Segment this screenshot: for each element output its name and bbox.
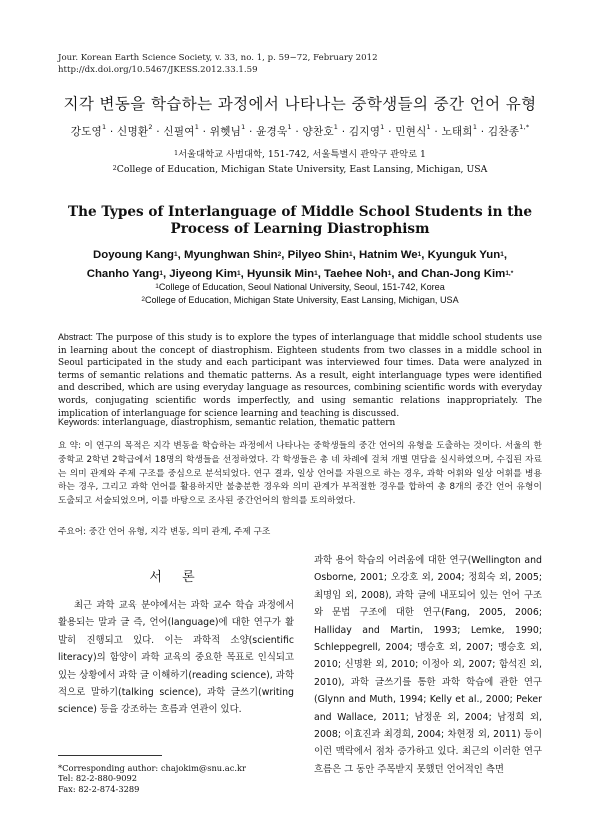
author-separator: · (338, 126, 349, 138)
author-affiliation-mark: 1 (387, 270, 392, 277)
author-affiliation-mark: 1 (380, 123, 385, 131)
corresponding-author: *Corresponding author: chajokim@snu.ac.kr (58, 763, 247, 773)
author-separator: · (152, 126, 164, 138)
author-separator: · (106, 126, 118, 138)
journal-header (58, 52, 378, 76)
author-affiliation-mark: 1 (333, 123, 339, 131)
keywords (58, 416, 542, 429)
author-separator: , (421, 249, 428, 261)
author-name: 윤경욱 (256, 126, 288, 138)
korean-affiliations (0, 147, 600, 177)
author-affiliation-mark: 1 (472, 123, 478, 131)
author-affiliation-mark: 1 (159, 270, 163, 277)
author-affiliation-mark: 1 (314, 270, 318, 277)
author-name: Myunghwan Shin (183, 249, 278, 261)
korean-affiliation-2: $^2$College of Education, Michigan State University, East Lansing, Michigan, USA (112, 164, 488, 175)
author-affiliation-mark: 2 (148, 123, 153, 131)
author-separator: , (391, 268, 398, 280)
author-name: Kyunguk Yun (427, 249, 501, 261)
author-name: Chanho Yang (86, 268, 160, 280)
author-separator: , (240, 268, 247, 280)
author-affiliation-mark: 1 (426, 123, 431, 131)
author-separator: · (477, 126, 488, 138)
korean-keywords (58, 526, 542, 539)
author-affiliation-mark: 1 (241, 123, 246, 131)
english-affiliation-2: $^2$College of Education, Michigan State University, East Lansing, Michigan, USA (141, 295, 459, 305)
author-name: Doyoung Kang (93, 249, 175, 261)
korean-title: 지각 변동을 학습하는 과정에서 나타나는 중학생들의 중간 언어 유형 (63, 95, 537, 113)
author-name: 노태희 (441, 126, 473, 138)
author-separator: , (317, 268, 325, 280)
author-affiliation-mark: 1 (237, 270, 241, 277)
body-left-column: 최근 과학 교육 분야에서는 과학 교수 학습 과정에서 활용되는 말과 글 즉, 언어(language)에 대한 연구가 활발히 진행되고 있다. 이는 과학적 소양(scientific literacy)의 함양이 과학 교육의 중요한 목표로 인식되고 있는 상황에서 과학 글 이해하기(reading science), 과학적으로 말하기(talking science), 과학 글쓰기(writing science) 등을 강조하는 흐름과 연관이 있다. (58, 600, 294, 716)
korean-affiliation-1: $^1$서울대학교 사범대학, 151-742, 서울특별시 관악구 관악로 1 (174, 149, 426, 160)
author-separator: · (384, 126, 396, 138)
footnote-divider (58, 755, 162, 756)
author-affiliation-mark: 1 (102, 123, 107, 131)
author-affiliation-mark: 2 (277, 251, 282, 258)
author-name: 양찬호 (302, 126, 334, 138)
author-affiliation-mark: 1,* (505, 270, 514, 277)
keywords-text: interlanguage, diastrophism, semantic relation, thematic pattern (102, 418, 396, 428)
author-name: 김지영 (348, 126, 381, 138)
author-name: and Chan-Jong Kim (397, 268, 506, 280)
author-affiliation-mark: 1 (349, 251, 353, 258)
english-title: The Types of Interlanguage of Middle School Students in the Process of Learning Diastrophism (67, 204, 533, 237)
author-separator: · (430, 126, 442, 138)
author-name: 강도영 (70, 126, 102, 138)
author-affiliation-mark: 1 (287, 123, 292, 131)
author-affiliation-mark: 1,* (519, 123, 530, 131)
keywords-label: Keywords: (58, 417, 100, 427)
abstract (58, 331, 542, 420)
korean-keywords-label: 주요어: (58, 527, 87, 537)
abstract-text: The purpose of this study is to explore the types of interlanguage that middle school students use in learning about the concept of diastrophism. Eighteen students from two classes in a middle school in Seoul participated in the study and each participant was interviewed four times. Data were analyzed in terms of semantic relations and thematic patterns. As a result, eight interlanguage types were identified and described, which are using everyday language as resources, combining scientific words with everyday words, conjugating scientific words imperfectly, and using semantic relations inappropriately. The implication of interlanguage for science learning and teaching is discussed. (58, 333, 542, 419)
correspondence-footnote (58, 763, 246, 794)
section-heading: 서 론 (149, 570, 203, 585)
author-separator: , (503, 249, 507, 261)
korean-abstract-text: 이 연구의 목적은 지각 변동을 학습하는 과정에서 나타나는 중학생들의 중간 언어의 유형을 도출하는 것이다. 서울의 한 중학교 2학년 2학급에서 18명의 학생들을 선정하였다. 각 학생들은 총 네 차례에 걸쳐 개별 면담을 실시하였으며, 수집된 자료는 의미 관계와 주제 구조를 중심으로 분석되었다. 연구 결과, 일상 언어를 자원으로 하는 경우, 과학 어휘와 일상 어휘를 병용하는 경우, 그리고 과학 언어를 활용하지만 불충분한 경우와 의미 관계가 부적절한 경우를 합하여 총 8개의 중간 언어 유형이 도출되고 서술되었으며, 이를 바탕으로 조사된 중간언어의 함의를 토의하였다. (58, 441, 543, 507)
author-name: 신필여 (163, 126, 195, 138)
journal-citation: Jour. Korean Earth Science Society, v. 33, no. 1, p. 59−72, February 2012 (58, 53, 378, 63)
author-name: 김찬종 (487, 126, 520, 138)
korean-abstract (58, 440, 542, 509)
corresponding-tel: Tel: 82-2-880-9092 (58, 773, 138, 784)
author-separator: , (281, 249, 288, 261)
english-authors-line1 (50, 246, 550, 265)
korean-keywords-text: 중간 언어 유형, 지각 변동, 의미 관계, 주제 구조 (88, 527, 271, 537)
author-separator: · (245, 126, 257, 138)
abstract-label: Abstract: (58, 332, 94, 342)
author-separator: , (352, 249, 359, 261)
english-affiliation-1: $^1$College of Education, Seoul National University, Seoul, 151-742, Korea (155, 282, 445, 292)
english-affiliations (0, 281, 600, 307)
author-separator: · (291, 126, 303, 138)
journal-doi: http://dx.doi.org/10.5467/JKESS.2012.33.1.59 (58, 65, 258, 75)
korean-authors (0, 124, 600, 139)
author-separator: , (162, 268, 170, 280)
author-name: Hyunsik Min (246, 268, 315, 280)
author-name: Pilyeo Shin (287, 249, 350, 261)
author-name: Jiyeong Kim (169, 268, 238, 280)
author-name: Taehee Noh (324, 268, 388, 280)
body-right-column: 과학 용어 학습의 어려움에 대한 연구(Wellington and Osborne, 2001; 오강호 외, 2004; 정희숙 외, 2005; 최명임 외, 2008), 과학 글에 내포되어 있는 언어 구조와 문법 구조에 대한 연구(Fang, 2005, 2006; Halliday and Martin, 1993; Lemke, 1990; Schleppegrell, 2004; 맹승호 외, 2007; 맹승호 외, 2010; 신명환 외, 2010; 이정아 외, 2007; 함석진 외, 2010), 과학 글쓰기를 통한 과학 학습에 관한 연구(Glynn and Muth, 1994; Kelly et al., 2000; Peker and Wallace, 2011; 남정운 외, 2004; 남정희 외, 2008; 이효진과 최경희, 2004; 차현정 외, 2011) 등이 이런 맥락에서 점차 증가하고 있다. 최근의 이러한 연구 흐름은 그 동안 주목받지 못했던 언어적인 측면 (314, 555, 542, 775)
author-affiliation-mark: 1 (194, 123, 200, 131)
english-authors (50, 246, 550, 284)
korean-abstract-label: 요 약: (58, 441, 82, 451)
author-name: 위헷님 (209, 126, 242, 138)
corresponding-fax: Fax: 82-2-874-3289 (58, 783, 140, 794)
author-affiliation-mark: 1 (174, 251, 178, 258)
author-name: 신명환 (117, 126, 149, 138)
author-affiliation-mark: 1 (500, 251, 504, 258)
author-name: 민현식 (395, 126, 427, 138)
author-name: Hatnim We (358, 249, 418, 261)
author-separator: · (199, 126, 210, 138)
author-affiliation-mark: 1 (417, 251, 422, 258)
author-separator: , (177, 249, 184, 261)
